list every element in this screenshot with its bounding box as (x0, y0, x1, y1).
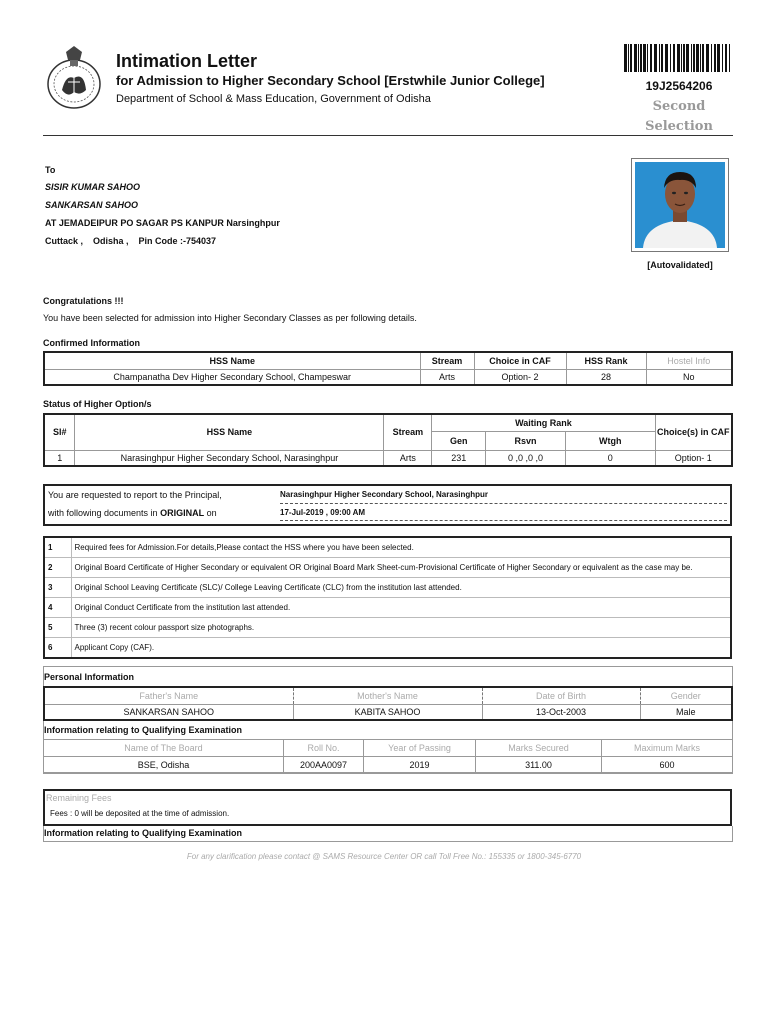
guardian-name: SANKARSAN SAHOO (45, 200, 139, 210)
document-number: 5 (44, 618, 71, 638)
col-father: Father's Name (139, 690, 199, 701)
cell-stream: Arts (384, 450, 432, 466)
fees-footer-title: Information relating to Qualifying Examination (44, 828, 243, 838)
col-stream: Stream (384, 414, 432, 450)
page-subtitle: for Admission to Higher Secondary School [Erstwhile Junior College] (116, 73, 545, 88)
list-item (44, 638, 731, 659)
fees-text: Fees : 0 will be deposited at the time of admission. (50, 809, 230, 818)
list-item (44, 598, 731, 618)
confirmed-title: Confirmed Information (43, 338, 140, 348)
cell-choice: Option- 1 (655, 450, 732, 466)
candidate-photo (631, 158, 729, 252)
document-text: Original Board Certificate of Higher Secondary or equivalent OR Original Board Mark Sheet-cum-Provisional Certificate of Higher Secondary or equivalent as the case may be. (71, 558, 731, 578)
cell-stream: Arts (420, 369, 474, 385)
personal-info-title: Personal Information (44, 672, 135, 682)
col-rsvn: Rsvn (486, 431, 566, 450)
col-roll: Roll No. (284, 740, 364, 757)
table-row (44, 369, 732, 385)
photo-status: [Autovalidated] (647, 260, 713, 270)
congrats-text: Congratulations !!! (43, 296, 124, 306)
col-choice: Choice(s) in CAF (655, 414, 732, 450)
page-title: Intimation Letter (116, 51, 258, 71)
address-to: To (45, 165, 56, 175)
higher-options-title: Status of Higher Option/s (43, 399, 152, 409)
cell-choice: Option- 2 (474, 369, 566, 385)
cell-hss-name: Narasinghpur Higher Secondary School, Narasinghpur (75, 450, 384, 466)
report-line-2-post: on (204, 508, 217, 518)
col-hostel: Hostel Info (646, 352, 732, 369)
col-hss-name: HSS Name (75, 414, 384, 450)
table-row (44, 450, 732, 466)
list-item (44, 558, 731, 578)
selection-line-2: Selection (645, 119, 713, 134)
col-dob: Date of Birth (482, 687, 640, 704)
document-text: Required fees for Admission.For details,Please contact the HSS where you have been selected. (71, 537, 731, 558)
document-text: Original Conduct Certificate from the institution last attended. (71, 598, 731, 618)
cell-wtgh: 0 (565, 450, 655, 466)
cell-rank: 28 (566, 369, 646, 385)
cell-rsvn: 0 ,0 ,0 ,0 (486, 450, 566, 466)
col-wtgh: Wtgh (565, 431, 655, 450)
document-text: Applicant Copy (CAF). (71, 638, 731, 659)
dashed-divider (280, 520, 727, 521)
cell-marks: 311.00 (476, 757, 602, 773)
cell-dob: 13-Oct-2003 (482, 704, 640, 720)
col-gender: Gender (640, 687, 732, 704)
list-item (44, 618, 731, 638)
selection-line-1: Second (652, 99, 706, 114)
report-school: Narasinghpur Higher Secondary School, Narasinghpur (280, 490, 489, 499)
document-number: 1 (44, 537, 71, 558)
col-board: Name of The Board (44, 740, 284, 757)
document-number: 2 (44, 558, 71, 578)
address-line-1: AT JEMADEIPUR PO SAGAR PS KANPUR Narsinghpur (45, 218, 280, 228)
higher-options-table (43, 413, 733, 467)
selection-status (624, 97, 734, 137)
application-number: 19J2564206 (645, 79, 713, 93)
document-number: 3 (44, 578, 71, 598)
cell-gen: 231 (432, 450, 486, 466)
candidate-name: SISIR KUMAR SAHOO (45, 182, 141, 192)
header-divider (43, 135, 733, 136)
col-mother: Mother's Name (293, 687, 482, 704)
dashed-divider (280, 503, 727, 504)
documents-table (43, 536, 732, 659)
document-text: Original School Leaving Certificate (SLC)/ College Leaving Certificate (CLC) from the institution last attended. (71, 578, 731, 598)
confirmed-table (43, 351, 733, 386)
col-rank: HSS Rank (566, 352, 646, 369)
fees-title: Remaining Fees (46, 793, 112, 803)
cell-mother: KABITA SAHOO (293, 704, 482, 720)
report-datetime: 17-Jul-2019 , 09:00 AM (280, 508, 366, 517)
selection-message: You have been selected for admission into Higher Secondary Classes as per following details. (43, 313, 417, 323)
department-name: Department of School & Mass Education, Government of Odisha (116, 93, 431, 105)
contact-footer: For any clarification please contact @ SAMS Resource Center OR call Toll Free No.: 155335 or 1800-345-6770 (186, 852, 582, 861)
report-line-1: You are requested to report to the Principal, (48, 490, 222, 500)
cell-gender: Male (640, 704, 732, 720)
personal-info-table (43, 686, 733, 721)
cell-max-marks: 600 (602, 757, 733, 773)
table-row (44, 704, 732, 720)
col-marks: Marks Secured (476, 740, 602, 757)
report-line-2-pre: with following documents in (48, 508, 161, 518)
report-original: ORIGINAL (160, 508, 205, 518)
qualifying-table (43, 739, 733, 773)
cell-roll: 200AA0097 (284, 757, 364, 773)
col-sl: Sl# (44, 414, 75, 450)
report-line-2 (48, 508, 217, 518)
cell-board: BSE, Odisha (44, 757, 284, 773)
col-year: Year of Passing (364, 740, 476, 757)
table-row (44, 757, 733, 773)
qualifying-title: Information relating to Qualifying Examination (44, 725, 243, 735)
col-waiting-rank: Waiting Rank (432, 414, 655, 431)
col-hss-name: HSS Name (44, 352, 420, 369)
address-line-2: Cuttack , Odisha , Pin Code :-754037 (45, 236, 217, 246)
fees-box (43, 789, 732, 826)
cell-year: 2019 (364, 757, 476, 773)
col-max-marks: Maximum Marks (602, 740, 733, 757)
document-number: 4 (44, 598, 71, 618)
cell-hss-name: Champanatha Dev Higher Secondary School, Champeswar (44, 369, 420, 385)
document-number: 6 (44, 638, 71, 659)
cell-sl: 1 (44, 450, 75, 466)
list-item (44, 537, 731, 558)
list-item (44, 578, 731, 598)
col-choice: Choice in CAF (474, 352, 566, 369)
cell-father: SANKARSAN SAHOO (44, 704, 293, 720)
cell-hostel: No (646, 369, 732, 385)
document-text: Three (3) recent colour passport size photographs. (71, 618, 731, 638)
odisha-emblem-icon (44, 44, 104, 110)
barcode-icon (624, 44, 730, 72)
col-stream: Stream (420, 352, 474, 369)
col-gen: Gen (432, 431, 486, 450)
